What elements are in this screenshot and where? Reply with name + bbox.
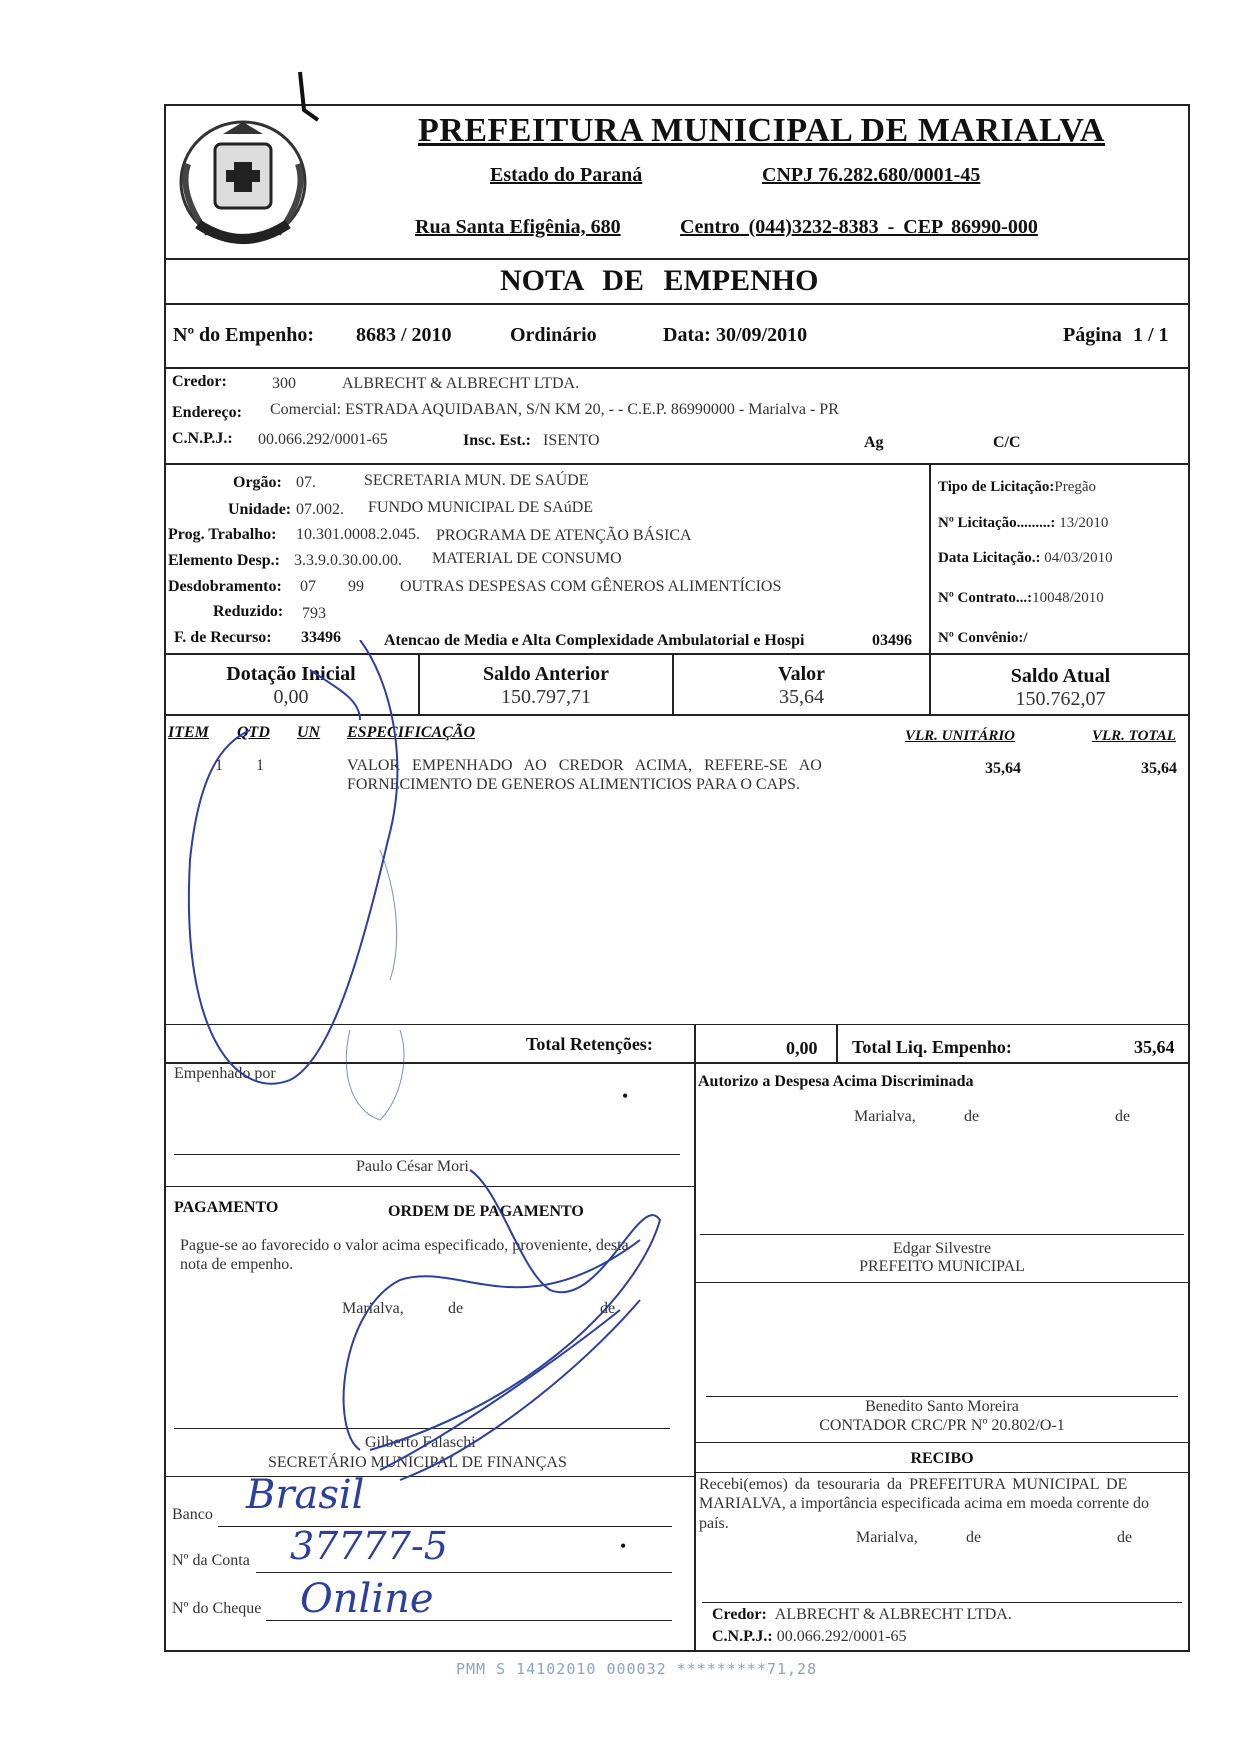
signature-scribble xyxy=(160,640,720,1200)
address-label: Endereço: xyxy=(172,404,242,421)
dotacao-value: 0,00 xyxy=(273,686,309,708)
dot-mark: • xyxy=(620,1536,627,1556)
item-number: 1 xyxy=(215,757,223,774)
saldo-anterior-label: Saldo Anterior xyxy=(482,663,610,685)
pagamento-place: Marialva, xyxy=(342,1300,404,1317)
cheque-handwriting: Online xyxy=(300,1576,434,1622)
credor-code: 300 xyxy=(272,375,296,392)
contador-role: CONTADOR CRC/PR Nº 20.802/O-1 xyxy=(819,1417,1065,1434)
recurso-label: F. de Recurso: xyxy=(174,629,272,646)
reduzido-value: 793 xyxy=(302,605,326,622)
signature-line xyxy=(702,1602,1182,1603)
reduzido-label: Reduzido: xyxy=(213,603,284,620)
pagamento-text-line2: nota de empenho. xyxy=(180,1256,294,1273)
elemento-name: MATERIAL DE CONSUMO xyxy=(432,550,622,567)
recibo-place: Marialva, xyxy=(856,1529,918,1546)
header-state: Estado do Paraná xyxy=(490,164,643,186)
credor-name: ALBRECHT & ALBRECHT LTDA. xyxy=(342,375,580,392)
desdob-label: Desdobramento: xyxy=(168,578,282,595)
pagamento-text-line1: Pague-se ao favorecido o valor acima especificado, proveniente, desta xyxy=(180,1237,629,1254)
orgao-code: 07. xyxy=(296,474,316,491)
divider xyxy=(694,1282,1190,1283)
divider xyxy=(164,463,1190,465)
desdob-code1: 07 xyxy=(300,578,316,595)
convenio-label: Nº Convênio:/ xyxy=(938,630,1028,646)
pen-mark-icon xyxy=(290,70,330,130)
signature-scribble xyxy=(340,1020,430,1130)
col-spec: ESPECIFICAÇÃO xyxy=(347,724,476,741)
recurso-code: 33496 xyxy=(301,629,341,646)
conta-line xyxy=(256,1572,672,1573)
retencoes-value: 0,00 xyxy=(786,1038,818,1058)
item-spec-line1: VALOR EMPENHADO AO CREDOR ACIMA, REFERE-SE AO xyxy=(347,757,822,774)
autorizo-de1: de xyxy=(964,1108,980,1125)
divider xyxy=(836,1024,838,1064)
banco-label: Banco xyxy=(172,1506,213,1523)
divider xyxy=(694,1442,1190,1443)
recurso-name: Atencao de Media e Alta Complexidade Ambulatorial e Hospi xyxy=(384,632,805,649)
unidade-name: FUNDO MUNICIPAL DE SAúDE xyxy=(368,499,594,516)
recibo-text-line3: país. xyxy=(699,1515,729,1532)
recibo-label: RECIBO xyxy=(910,1450,974,1467)
pagamento-label: PAGAMENTO xyxy=(174,1199,279,1216)
licitacao-date-label: Data Licitação.: 04/03/2010 xyxy=(938,550,1113,566)
cc-label: C/C xyxy=(993,434,1021,451)
signature-line xyxy=(700,1234,1184,1235)
empenho-number: 8683 / 2010 xyxy=(356,324,452,346)
empenhado-label: Empenhado por xyxy=(174,1065,276,1082)
empenho-number-label: Nº do Empenho: xyxy=(173,324,315,346)
pagamento-de1: de xyxy=(448,1300,464,1317)
divider xyxy=(164,258,1190,260)
cheque-label: Nº do Cheque xyxy=(172,1600,262,1617)
financas-role: SECRETÁRIO MUNICIPAL DE FINANÇAS xyxy=(268,1454,567,1471)
date-label: Data: xyxy=(663,324,711,346)
credor-cnpj: 00.066.292/0001-65 xyxy=(258,431,388,448)
col-unit-value: VLR. UNITÁRIO xyxy=(905,728,1016,744)
dotacao-label: Dotação Inicial xyxy=(226,663,356,685)
recibo-credor: Credor: ALBRECHT & ALBRECHT LTDA. xyxy=(712,1606,1012,1623)
ag-label: Ag xyxy=(864,434,884,451)
conta-handwriting: 37777-5 xyxy=(290,1524,448,1568)
desdob-code2: 99 xyxy=(348,578,364,595)
autorizo-place: Marialva, xyxy=(854,1108,916,1125)
recibo-de2: de xyxy=(1117,1529,1133,1546)
elemento-label: Elemento Desp.: xyxy=(168,552,280,569)
prog-code: 10.301.0008.2.045. xyxy=(296,526,420,543)
col-qtd: QTD xyxy=(237,724,270,741)
divider xyxy=(164,303,1190,305)
prog-name: PROGRAMA DE ATENÇÃO BÁSICA xyxy=(436,527,692,544)
credor-label: Credor: xyxy=(172,373,227,390)
orgao-name: SECRETARIA MUN. DE SAÚDE xyxy=(364,472,589,489)
unidade-code: 07.002. xyxy=(296,501,344,518)
divider xyxy=(164,367,1190,369)
desdob-name: OUTRAS DESPESAS COM GÊNEROS ALIMENTÍCIOS xyxy=(400,578,782,595)
header-contact: Centro (044)3232-8383 - CEP 86990-000 xyxy=(680,216,1038,238)
empenhado-name: Paulo César Mori xyxy=(356,1158,469,1175)
prefeito-name: Edgar Silvestre xyxy=(892,1240,992,1257)
prog-label: Prog. Trabalho: xyxy=(168,526,277,543)
item-qtd: 1 xyxy=(256,757,264,774)
recibo-de1: de xyxy=(966,1529,982,1546)
header-title: PREFEITURA MUNICIPAL DE MARIALVA xyxy=(418,112,1105,149)
autorizo-de2: de xyxy=(1115,1108,1131,1125)
credor-address: Comercial: ESTRADA AQUIDABAN, S/N KM 20, - - C.E.P. 86990000 - Marialva - PR xyxy=(270,401,839,418)
empenho-date: 30/09/2010 xyxy=(716,324,808,346)
pagamento-de2: de xyxy=(600,1300,616,1317)
col-item: ITEM xyxy=(168,724,209,741)
saldo-anterior-value: 150.797,71 xyxy=(501,686,591,708)
valor-value: 35,64 xyxy=(779,686,824,708)
col-un: UN xyxy=(297,724,321,741)
signature-scribble xyxy=(340,1150,740,1490)
licitacao-type-label: Tipo de Licitação:Pregão xyxy=(938,479,1097,495)
total-liq-value: 35,64 xyxy=(1134,1037,1175,1057)
banco-handwriting: Brasil xyxy=(246,1472,365,1518)
unidade-label: Unidade: xyxy=(228,501,292,518)
autorizo-label: Autorizo a Despesa Acima Discriminada xyxy=(698,1073,974,1090)
page-label: Página xyxy=(1063,324,1122,346)
recibo-text-line2: MARIALVA, a importância especificada acima em moeda corrente do xyxy=(699,1495,1150,1512)
empenho-type: Ordinário xyxy=(510,324,597,346)
header-cnpj: CNPJ 76.282.680/0001-45 xyxy=(762,164,981,186)
dot-mark: • xyxy=(622,1086,629,1106)
recurso-code2: 03496 xyxy=(872,632,912,649)
item-spec-line2: FORNECIMENTO DE GENEROS ALIMENTICIOS PARA O CAPS. xyxy=(347,776,800,793)
item-unit-value: 35,64 xyxy=(985,760,1021,777)
elemento-code: 3.3.9.0.30.00.00. xyxy=(294,552,402,569)
credor-ie: ISENTO xyxy=(543,432,600,449)
prefeito-role: PREFEITO MUNICIPAL xyxy=(859,1258,1025,1275)
retencoes-label: Total Retenções: xyxy=(526,1034,653,1054)
item-total-value: 35,64 xyxy=(1141,760,1177,777)
bank-stamp: PMM S 14102010 000032 *********71,28 xyxy=(456,1660,818,1678)
col-total-value: VLR. TOTAL xyxy=(1092,728,1176,744)
total-liq-label: Total Liq. Empenho: xyxy=(852,1037,1012,1057)
financas-name: Gilberto Falaschi xyxy=(365,1434,476,1451)
contrato-label: Nº Contrato...:10048/2010 xyxy=(938,590,1104,606)
licitacao-number-label: Nº Licitação.........: 13/2010 xyxy=(938,515,1109,531)
contador-name: Benedito Santo Moreira xyxy=(865,1398,1019,1415)
document-title: NOTA DE EMPENHO xyxy=(500,264,819,297)
conta-label: Nº da Conta xyxy=(172,1552,250,1569)
valor-label: Valor xyxy=(777,663,826,685)
header-address: Rua Santa Efigênia, 680 xyxy=(415,216,621,238)
divider xyxy=(929,463,931,653)
page-number: 1 / 1 xyxy=(1133,324,1169,346)
ordem-label: ORDEM DE PAGAMENTO xyxy=(388,1203,584,1220)
recibo-text-line1: Recebi(emos) da tesouraria da PREFEITURA MUNICIPAL DE xyxy=(699,1476,1128,1493)
recibo-cnpj: C.N.P.J.: 00.066.292/0001-65 xyxy=(712,1628,907,1645)
saldo-atual-value: 150.762,07 xyxy=(1015,688,1106,710)
cnpj-label: C.N.P.J.: xyxy=(172,430,233,447)
divider xyxy=(694,1472,1190,1473)
ie-label: Insc. Est.: xyxy=(463,432,532,449)
saldo-atual-label: Saldo Atual xyxy=(1010,665,1111,687)
signature-line xyxy=(706,1396,1178,1397)
orgao-label: Orgão: xyxy=(233,474,282,491)
